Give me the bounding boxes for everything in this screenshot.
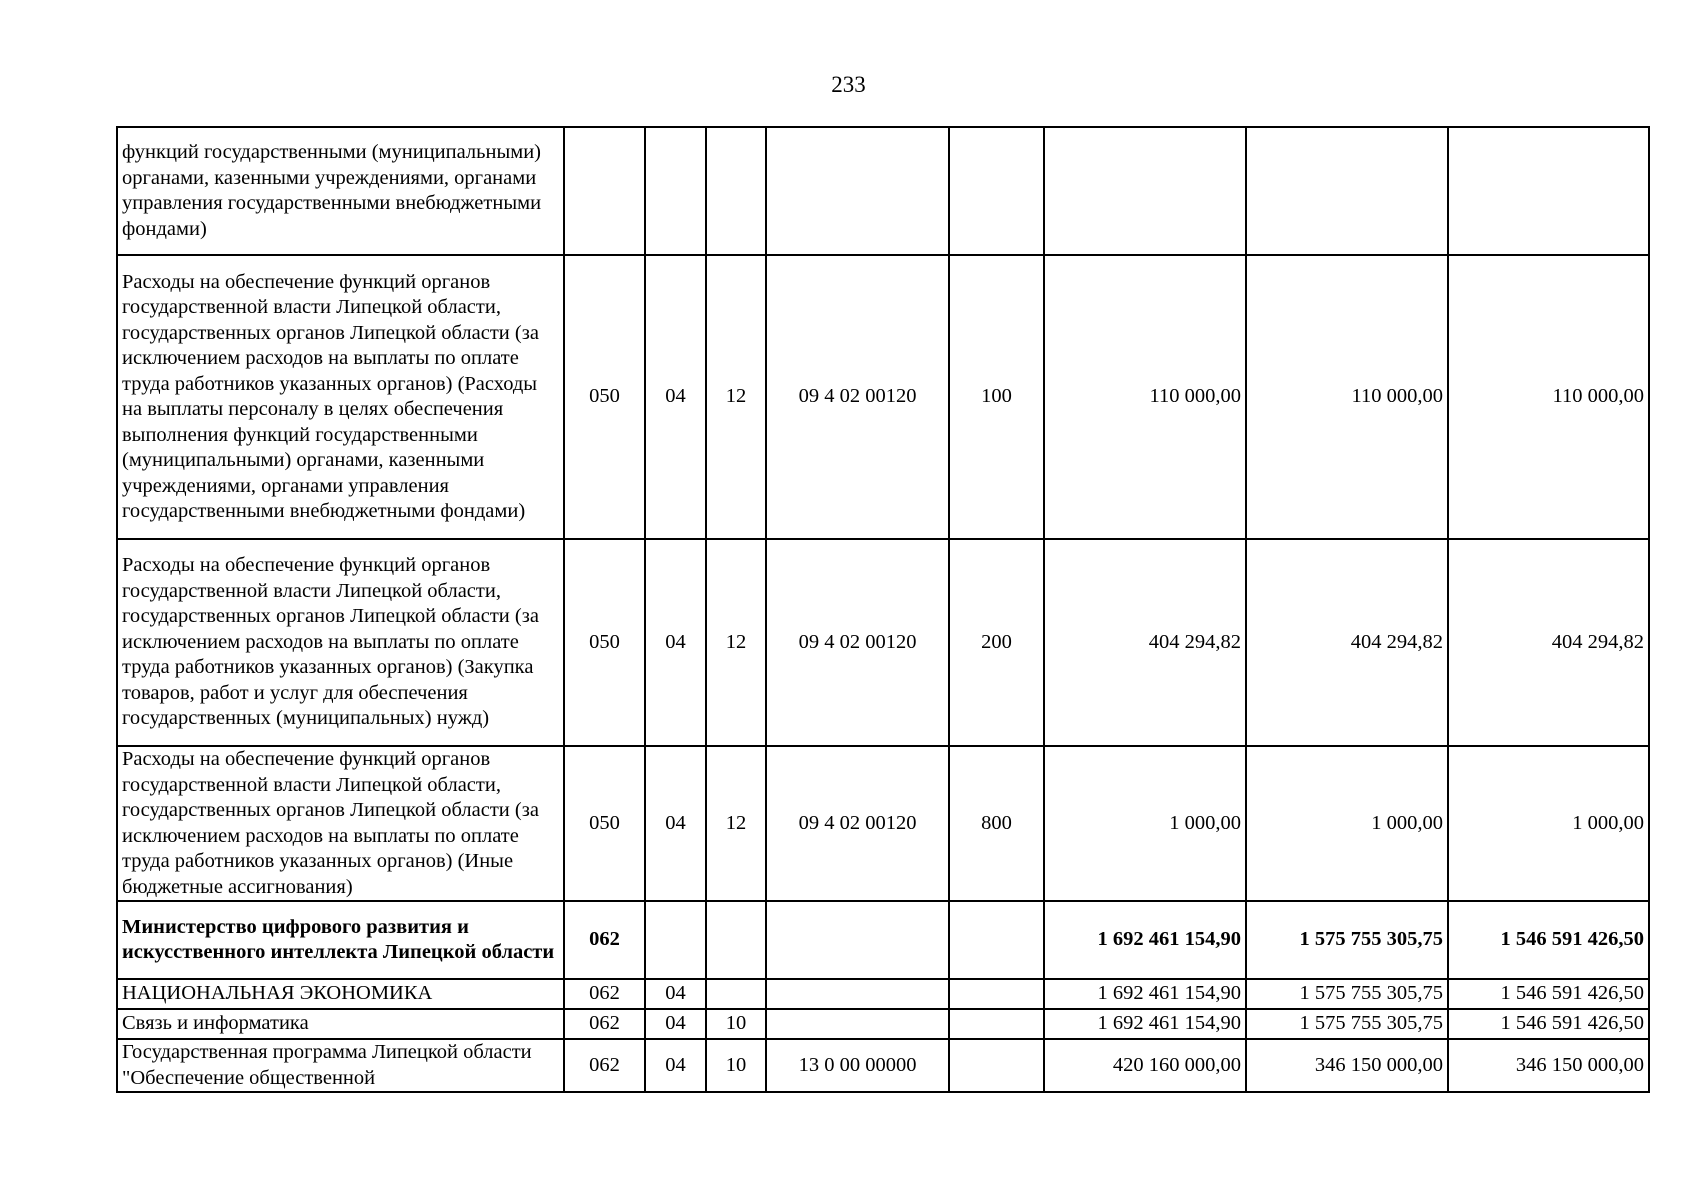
row-description: Связь и информатика [117, 1009, 564, 1039]
target-article-code: 09 4 02 00120 [766, 255, 949, 539]
amount-year-1: 1 692 461 154,90 [1044, 1009, 1246, 1039]
table-row [117, 127, 1649, 255]
amount-year-3: 1 000,00 [1448, 746, 1649, 901]
section-code [645, 901, 706, 979]
ved-code: 062 [564, 901, 645, 979]
amount-year-1: 1 000,00 [1044, 746, 1246, 901]
expense-type-code [949, 1009, 1044, 1039]
target-article-code [766, 1009, 949, 1039]
amount-year-3: 1 546 591 426,50 [1448, 979, 1649, 1009]
expense-type-code [949, 979, 1044, 1009]
amount-year-3: 1 546 591 426,50 [1448, 1009, 1649, 1039]
amount-year-3 [1448, 127, 1649, 255]
amount-year-2: 110 000,00 [1246, 255, 1448, 539]
ved-code [564, 127, 645, 255]
amount-year-2: 404 294,82 [1246, 539, 1448, 746]
ved-code: 062 [564, 979, 645, 1009]
section-code [645, 127, 706, 255]
amount-year-1: 110 000,00 [1044, 255, 1246, 539]
amount-year-2: 1 575 755 305,75 [1246, 979, 1448, 1009]
target-article-code: 09 4 02 00120 [766, 746, 949, 901]
table-row [117, 539, 1649, 746]
target-article-code [766, 127, 949, 255]
expense-type-code: 200 [949, 539, 1044, 746]
subsection-code [706, 127, 766, 255]
amount-year-2: 1 000,00 [1246, 746, 1448, 901]
amount-year-2: 346 150 000,00 [1246, 1039, 1448, 1092]
subsection-code: 12 [706, 539, 766, 746]
section-code: 04 [645, 979, 706, 1009]
section-code: 04 [645, 1009, 706, 1039]
amount-year-3: 404 294,82 [1448, 539, 1649, 746]
row-description: функций государственными (муниципальными) органами, казенными учреждениями, органами управления государственными внебюджетными фондами) [117, 127, 564, 255]
budget-table [116, 126, 1650, 1093]
amount-year-3: 346 150 000,00 [1448, 1039, 1649, 1092]
table-row [117, 1039, 1649, 1092]
subsection-code: 10 [706, 1009, 766, 1039]
table-row [117, 255, 1649, 539]
target-article-code [766, 901, 949, 979]
row-description: Министерство цифрового развития и искусственного интеллекта Липецкой области [117, 901, 564, 979]
table-row-ministry-header [117, 901, 1649, 979]
target-article-code: 09 4 02 00120 [766, 539, 949, 746]
subsection-code: 12 [706, 746, 766, 901]
expense-type-code [949, 1039, 1044, 1092]
subsection-code [706, 901, 766, 979]
amount-year-2: 1 575 755 305,75 [1246, 1009, 1448, 1039]
section-code: 04 [645, 1039, 706, 1092]
subsection-code [706, 979, 766, 1009]
ved-code: 050 [564, 539, 645, 746]
amount-year-1: 1 692 461 154,90 [1044, 901, 1246, 979]
row-description: Расходы на обеспечение функций органов государственной власти Липецкой области, государственных органов Липецкой области (за исключением расходов на выплаты по оплате труда работников указанных органов) (Закупка товаров, работ и услуг для обеспечения государственных (муниципальных) нужд) [117, 539, 564, 746]
page-number: 233 [831, 72, 866, 97]
table-row [117, 746, 1649, 901]
ved-code: 062 [564, 1009, 645, 1039]
expense-type-code: 100 [949, 255, 1044, 539]
expense-type-code [949, 901, 1044, 979]
section-code: 04 [645, 746, 706, 901]
amount-year-1: 1 692 461 154,90 [1044, 979, 1246, 1009]
amount-year-1 [1044, 127, 1246, 255]
row-description: Расходы на обеспечение функций органов государственной власти Липецкой области, государственных органов Липецкой области (за исключением расходов на выплаты по оплате труда работников указанных органов) (Иные бюджетные ассигнования) [117, 746, 564, 901]
amount-year-2 [1246, 127, 1448, 255]
amount-year-1: 420 160 000,00 [1044, 1039, 1246, 1092]
section-code: 04 [645, 255, 706, 539]
expense-type-code: 800 [949, 746, 1044, 901]
ved-code: 062 [564, 1039, 645, 1092]
table-row [117, 1009, 1649, 1039]
amount-year-3: 1 546 591 426,50 [1448, 901, 1649, 979]
target-article-code: 13 0 00 00000 [766, 1039, 949, 1092]
subsection-code: 12 [706, 255, 766, 539]
ved-code: 050 [564, 255, 645, 539]
amount-year-3: 110 000,00 [1448, 255, 1649, 539]
target-article-code [766, 979, 949, 1009]
row-description: Расходы на обеспечение функций органов государственной власти Липецкой области, государственных органов Липецкой области (за исключением расходов на выплаты по оплате труда работников указанных органов) (Расходы на выплаты персоналу в целях обеспечения выполнения функций государственными (муниципальными) органами, казенными учреждениями, органами управления государственными внебюджетными фондами) [117, 255, 564, 539]
section-code: 04 [645, 539, 706, 746]
amount-year-2: 1 575 755 305,75 [1246, 901, 1448, 979]
table-row [117, 979, 1649, 1009]
row-description: Государственная программа Липецкой области "Обеспечение общественной [117, 1039, 564, 1092]
amount-year-1: 404 294,82 [1044, 539, 1246, 746]
expense-type-code [949, 127, 1044, 255]
ved-code: 050 [564, 746, 645, 901]
subsection-code: 10 [706, 1039, 766, 1092]
row-description: НАЦИОНАЛЬНАЯ ЭКОНОМИКА [117, 979, 564, 1009]
